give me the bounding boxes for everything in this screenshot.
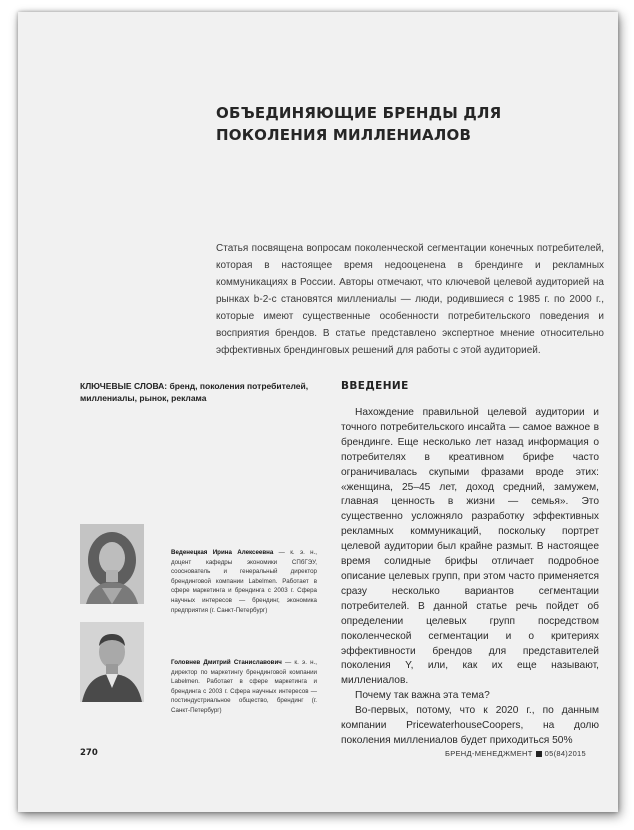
author-bio: — к. э. н., директор по маркетингу брендинговой компании Labelmen. Работает в сфере маркетинга и брендинга с 2003 г. Сфера научных интересов — постиндустриальное общество, брендинг (г. Санкт-Петербург) (171, 659, 317, 714)
author-name: Головнев Дмитрий Станиславович (171, 659, 282, 666)
article-body (341, 406, 599, 749)
body-paragraph: Нахождение правильной целевой аудитории и точного потребительского инсайта — самое важное в брендинге. Еще несколько лет назад информация о потребителях в креативном брифе часто ограничивалась скупыми фразами вроде этих: «женщина, 25–45 лет, доход средний, замужем, главная ценность в жизни — семья». Это существенно усложняло разработку эффективных рекламных коммуникаций, поскольку портрет целевой аудитории был крайне размыт. В настоящее время солидные брифы отличает подробное описание целевых групп, при этом часто применяется сразу несколько вариантов сегментации потребителей. В данной статье речь пойдет об определении целевых групп посредством поколенческой сегментации и о критериях эффективности брендов для представителей поколения Y, или, как их еще называют, миллениалов. (341, 407, 599, 687)
author-photo-vedenetskaya (80, 524, 144, 604)
page-sheet (18, 12, 618, 812)
journal-name: БРЕНД-МЕНЕДЖМЕНТ (444, 749, 533, 758)
square-separator-icon (536, 751, 542, 757)
body-paragraph: Во-первых, потому, что к 2020 г., по данным компании PricewaterhouseCoopers, на долю поколения миллениалов будет приходиться 50% (341, 705, 599, 746)
article-abstract: Статья посвящена вопросам поколенческой сегментации конечных потребителей, которая в настоящее время недооценена в брендинге и рекламных коммуникациях в России. Авторы отмечают, что ключевой целевой аудиторией на рынках b-2-c становятся миллениалы — люди, родившиеся с 1985 г. по 2000 г., которые имеют существенные особенности потребительского поведения и восприятия брендов. В статье представлено экспертное мнение относительно эффективных брендинговых решений для работы с этой аудиторией. (216, 243, 604, 356)
page-number: 270 (80, 748, 98, 758)
journal-issue: 05(84)2015 (544, 749, 586, 758)
author-bio-vedenetskaya (171, 548, 317, 615)
author-photo-golovnev (80, 622, 144, 702)
author-name: Веденецкая Ирина Алексеевна (171, 549, 274, 556)
author-bio-golovnev (171, 658, 317, 716)
body-paragraph: Почему так важна эта тема? (355, 690, 490, 702)
journal-footer (445, 749, 586, 758)
article-title: ОБЪЕДИНЯЮЩИЕ БРЕНДЫ ДЛЯ ПОКОЛЕНИЯ МИЛЛЕНИАЛОВ (216, 104, 502, 144)
author-bio: — к. э. н., доцент кафедры экономики СПбГЭУ, сооснователь и генеральный директор брендинговой компании Labelmen. Работает в сфере маркетинга и брендинга с 2003 г. Сфера научных интересов — брендинг, экономика предприятия (г. Санкт-Петербург) (171, 549, 317, 614)
section-heading: ВВЕДЕНИЕ (341, 380, 409, 392)
keywords: КЛЮЧЕВЫЕ СЛОВА: бренд, поколения потребителей, миллениалы, рынок, реклама (80, 381, 309, 403)
